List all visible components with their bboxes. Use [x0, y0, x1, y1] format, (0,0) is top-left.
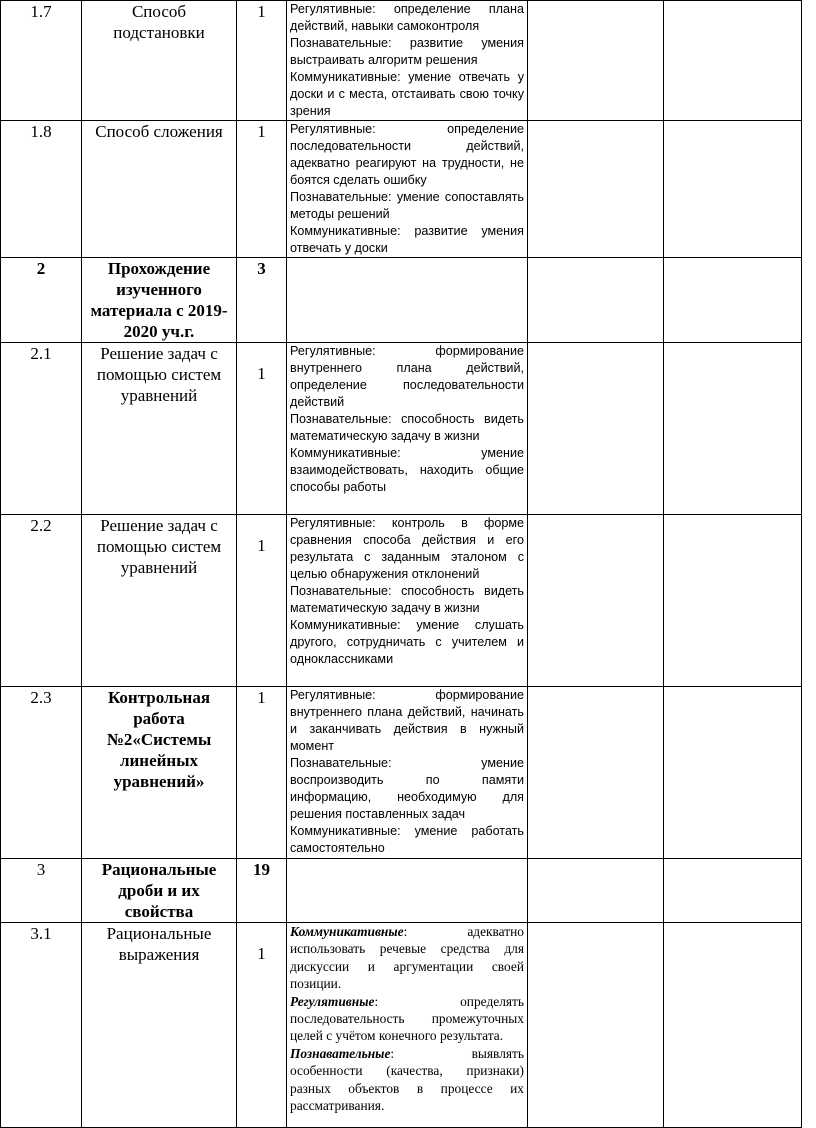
empty-cell: [664, 859, 802, 923]
cognitive-outcome: Познавательные: умение воспроизводить по памяти информацию, необходимую для решения поставленных задач: [290, 756, 524, 821]
empty-cell: [287, 859, 528, 923]
empty-cell: [528, 1, 664, 121]
empty-cell: [664, 258, 802, 343]
lesson-hours: 1: [237, 515, 287, 687]
learning-outcomes: [287, 923, 528, 1128]
table-row: [1, 258, 802, 343]
lesson-topic: Способ подстановки: [82, 1, 237, 121]
lesson-number: 1.7: [1, 1, 82, 121]
table-row: [1, 687, 802, 859]
empty-cell: [528, 121, 664, 258]
empty-cell: [664, 923, 802, 1128]
regulatory-outcome: Регулятивные: формирование внутреннего плана действий, начинать и заканчивать действия в нужный момент: [290, 688, 524, 753]
cognitive-outcome: Познавательные: способность видеть математическую задачу в жизни: [290, 412, 524, 443]
empty-cell: [664, 1, 802, 121]
empty-cell: [528, 515, 664, 687]
communicative-outcome: Коммуникативные: адекватно использовать речевые средства для дискуссии и аргументации своей позиции.: [290, 924, 524, 992]
lesson-number: 3.1: [1, 923, 82, 1128]
communicative-outcome: Коммуникативные: умение слушать другого, сотрудничать с учителем и одноклассниками: [290, 618, 524, 666]
table-row: [1, 515, 802, 687]
lesson-topic: Решение задач с помощью систем уравнений: [82, 343, 237, 515]
section-hours: 3: [237, 258, 287, 343]
empty-cell: [664, 343, 802, 515]
table-row: [1, 1, 802, 121]
lesson-number: 2.2: [1, 515, 82, 687]
lesson-number: 1.8: [1, 121, 82, 258]
empty-cell: [528, 687, 664, 859]
communicative-outcome: Коммуникативные: умение работать самостоятельно: [290, 824, 524, 855]
cognitive-outcome: Познавательные: развитие умения выстраивать алгоритм решения: [290, 36, 524, 67]
lesson-hours: 1: [237, 923, 287, 1128]
cognitive-outcome: Познавательные: способность видеть математическую задачу в жизни: [290, 584, 524, 615]
section-hours: 19: [237, 859, 287, 923]
lesson-hours: 1: [237, 343, 287, 515]
lesson-number: 2.1: [1, 343, 82, 515]
learning-outcomes: [287, 343, 528, 515]
test-title: Контрольная работа №2«Системы линейных уравнений»: [82, 687, 237, 859]
learning-outcomes: [287, 515, 528, 687]
section-title: Прохождение изученного материала с 2019-2020 уч.г.: [82, 258, 237, 343]
lesson-hours: 1: [237, 687, 287, 859]
learning-outcomes: [287, 121, 528, 258]
regulatory-outcome: Регулятивные: формирование внутреннего плана действий, определение последовательности действий: [290, 344, 524, 409]
cognitive-outcome: Познавательные: выявлять особенности (качества, признаки) разных объектов в процессе их рассматривания.: [290, 1045, 524, 1114]
cognitive-outcome: Познавательные: умение сопоставлять методы решений: [290, 190, 524, 221]
learning-outcomes: [287, 687, 528, 859]
empty-cell: [528, 258, 664, 343]
lesson-topic: Способ сложения: [82, 121, 237, 258]
regulatory-outcome: Регулятивные: контроль в форме сравнения способа действия и его результата с заданным эталоном с целью обнаружения отклонений: [290, 516, 524, 581]
regulatory-outcome: Регулятивные: определять последовательность промежуточных целей с учётом конечного результата.: [290, 993, 524, 1044]
table-row: [1, 121, 802, 258]
regulatory-outcome: Регулятивные: определение последовательности действий, адекватно реагируют на трудности, не боятся сделать ошибку: [290, 122, 524, 187]
empty-cell: [528, 923, 664, 1128]
empty-cell: [664, 515, 802, 687]
table-row: [1, 923, 802, 1128]
regulatory-outcome: Регулятивные: определение плана действий, навыки самоконтроля: [290, 2, 524, 33]
table-row: [1, 343, 802, 515]
section-number: 3: [1, 859, 82, 923]
learning-outcomes: [287, 1, 528, 121]
empty-cell: [528, 343, 664, 515]
empty-cell: [664, 687, 802, 859]
lesson-number: 2.3: [1, 687, 82, 859]
section-number: 2: [1, 258, 82, 343]
lesson-topic: Рациональные выражения: [82, 923, 237, 1128]
communicative-outcome: Коммуникативные: развитие умения отвечать у доски: [290, 224, 524, 255]
communicative-outcome: Коммуникативные: умение отвечать у доски и с места, отстаивать свою точку зрения: [290, 70, 524, 118]
lesson-hours: 1: [237, 121, 287, 258]
communicative-outcome: Коммуникативные: умение взаимодействовать, находить общие способы работы: [290, 446, 524, 494]
empty-cell: [664, 121, 802, 258]
lesson-topic: Решение задач с помощью систем уравнений: [82, 515, 237, 687]
empty-cell: [287, 258, 528, 343]
section-title: Рациональные дроби и их свойства: [82, 859, 237, 923]
table-row: [1, 859, 802, 923]
empty-cell: [528, 859, 664, 923]
lesson-hours: 1: [237, 1, 287, 121]
